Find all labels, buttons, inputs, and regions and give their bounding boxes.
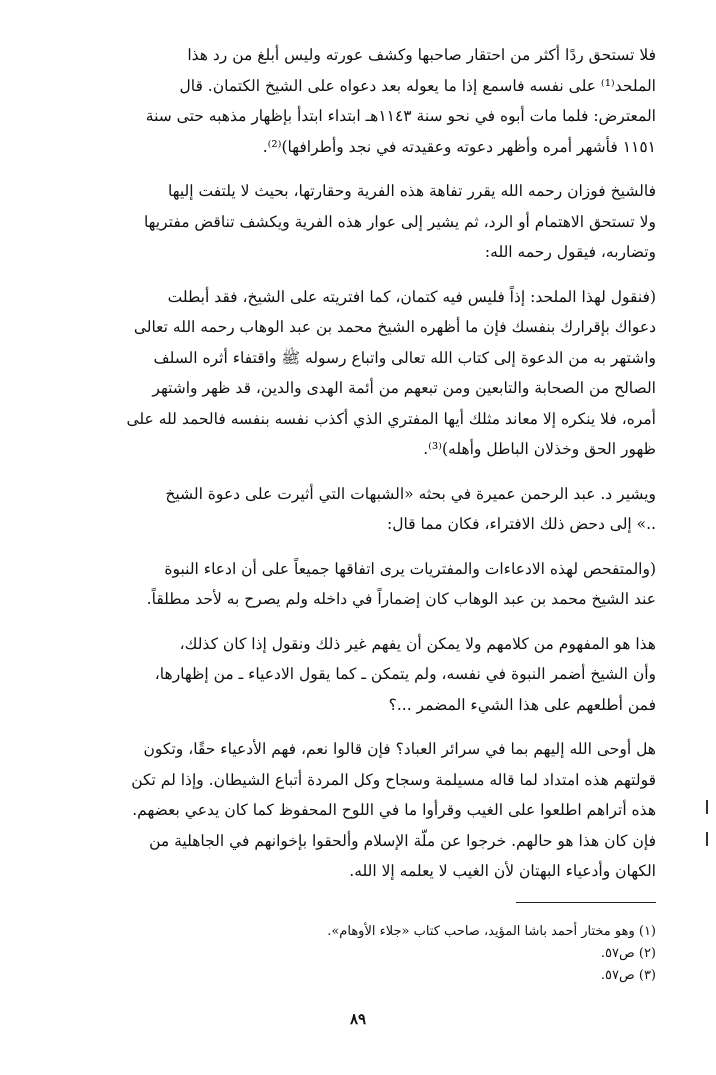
text-line: ..» إلى دحض ذلك الافتراء، فكان مما قال: [387, 515, 656, 533]
footnote-3: (٣) ص٥٧. [600, 968, 656, 983]
text-line: وأن الشيخ أضمر النبوة في نفسه، ولم يتمكن ـ كما يقول الادعياء ـ من إظهارها، [154, 665, 656, 683]
paragraph [60, 282, 656, 465]
text-line: واشتهر به من الدعوة إلى كتاب الله تعالى واتباع رسوله ﷺ واقتفاء أثره السلف [153, 348, 656, 367]
text-line: المعترض: فلما مات أبوه في نحو سنة ١١٤٣هـ ابتداء ابتدأ بإظهار مذهبه حتى سنة [145, 107, 656, 125]
text-line: ظهور الحق وخذلان الباطل وأهله)⁽³⁾. [423, 440, 656, 458]
margin-mark [706, 832, 708, 846]
text-line: (والمتفحص لهذه الادعاءات والمفتريات يرى اتفاقها جميعاً على أن ادعاء النبوة [164, 559, 656, 578]
text-line: أمره، فلا ينكره إلا معاند مثلك أيها المفتري الذي أكذب نفسه بنفسه فالحمد لله على [126, 409, 656, 428]
text-line: الملحد⁽¹⁾ على نفسه فاسمع إذا ما يعوله بعد دعواه على الشيخ الكتمان. قال [179, 76, 656, 95]
text-line: الصالح من الصحابة والتابعين ومن تبعهم من أئمة الهدى والدين، قد ظهر واشتهر [152, 379, 656, 397]
paragraph [60, 554, 656, 615]
paragraph [60, 176, 656, 268]
text-line: (فنقول لهذا الملحد: إذاً فليس فيه كتمان، كما افتريته على الشيخ، فقد أبطلت [167, 287, 656, 306]
text-line: ولا تستحق الاهتمام أو الرد، ثم يشير إلى عوار هذه الفرية ويكشف تناقض مفتريها [143, 212, 656, 231]
footnote-2: (٢) ص٥٧. [600, 946, 656, 961]
body-text [60, 40, 656, 887]
text-line: فمن أطلعهم على هذا الشيء المضمر ...؟ [388, 695, 656, 714]
text-line: ١١٥١ فأشهر أمره وأظهر دعوته وعقيدته في نجد وأطرافها)⁽²⁾. [262, 137, 656, 156]
page-number: ٨٩ [349, 1010, 367, 1028]
text-line: دعواك بإقرارك بنفسك فإن ما أظهره الشيخ محمد بن عبد الوهاب رحمه الله تعالى [133, 318, 656, 336]
footnote-divider [516, 902, 656, 903]
text-line: فلا تستحق ردًا أكثر من احتقار صاحبها وكشف عورته وليس أبلغ من رد هذا [187, 46, 656, 64]
text-line: ويشير د. عبد الرحمن عميرة في بحثه «الشبهات التي أثيرت على دعوة الشيخ [165, 484, 656, 503]
text-line: هذا هو المفهوم من كلامهم ولا يمكن أن يفهم غير ذلك ونقول إذا كان كذلك، [179, 634, 656, 653]
text-line: قولتهم هذه امتداد لما قاله مسيلمة وسجاح وكل المردة أتباع الشيطان. وإذا لم تكن [131, 770, 656, 789]
paragraph [60, 734, 656, 887]
margin-mark [706, 800, 708, 814]
footnote-1: (١) وهو مختار أحمد باشا المؤيد، صاحب كتاب «جلاء الأوهام». [327, 924, 656, 939]
text-line: فالشيخ فوزان رحمه الله يقرر تفاهة هذه الفرية وحقارتها، بحيث لا يلتفت إليها [167, 182, 656, 200]
text-line: هل أوحى الله إليهم بما في سرائر العباد؟ فإن قالوا نعم، فهم الأدعياء حقًا، وتكون [143, 740, 656, 758]
paragraph [60, 479, 656, 540]
paragraph [60, 40, 656, 162]
paragraph [60, 629, 656, 721]
text-line: فإن كان هذا هو حالهم. خرجوا عن ملّة الإسلام وألحقوا بإخوانهم في الجاهلية من [149, 831, 656, 850]
text-line: عند الشيخ محمد بن عبد الوهاب كان إضماراً في داخله ولم يصرح به لأحد مطلقاً. [146, 590, 656, 608]
text-line: الكهان وأدعياء البهتان لأن الغيب لا يعلمه إلا الله. [349, 862, 656, 880]
text-line: هذه أتراهم اطلعوا على الغيب وقرأوا ما في اللوح المحفوظ كما كان يدعي بعضهم. [132, 801, 656, 819]
text-line: وتضاربه، فيقول رحمه الله: [484, 243, 656, 261]
footnotes [60, 902, 656, 987]
